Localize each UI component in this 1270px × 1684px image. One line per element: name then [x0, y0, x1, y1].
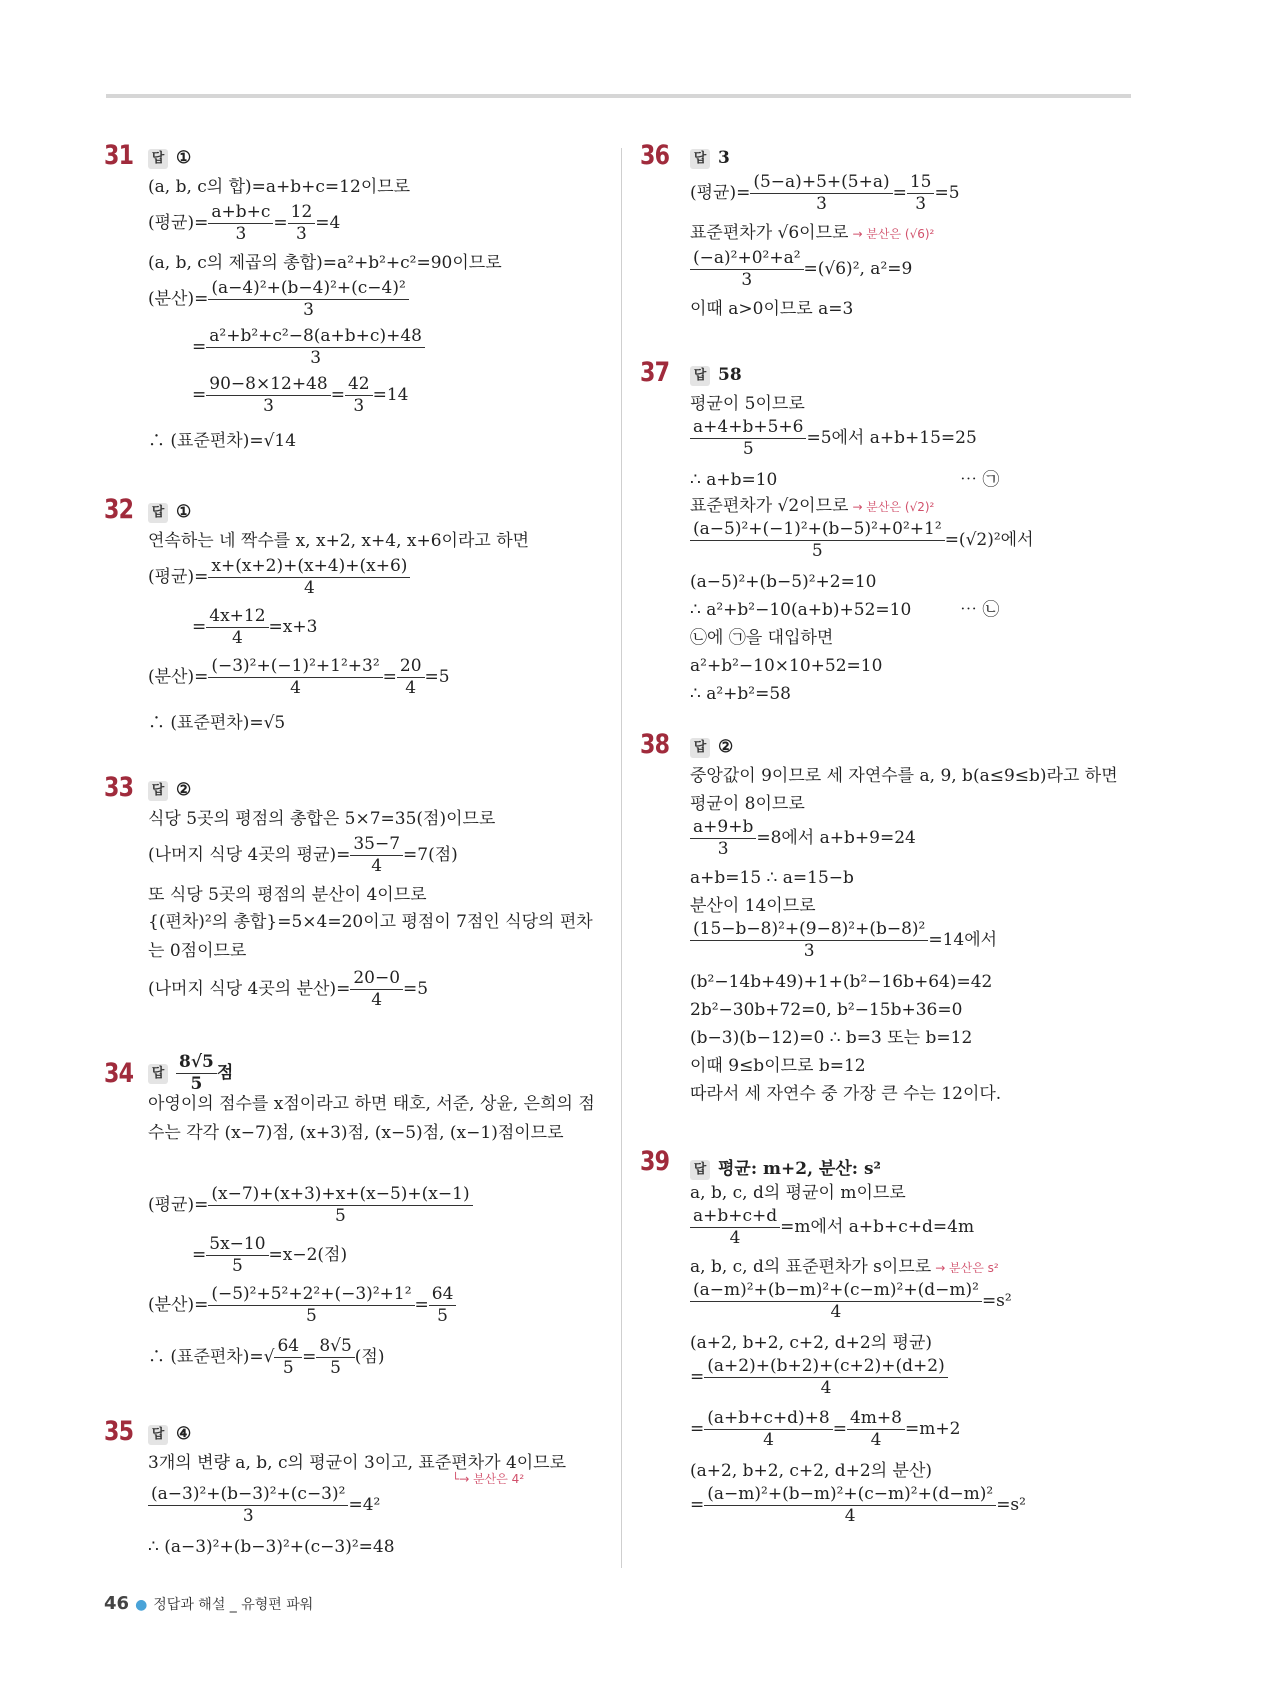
line: {(편차)²의 총합}=5×4=20이고 평점이 7점인 식당의 편차는 0점이므로 [148, 912, 593, 961]
answer-line [690, 737, 733, 758]
line: $\frac{\text{(−a)²+0²+a²}}{3}$ =(√6)², a²=9 [690, 248, 912, 291]
line: (분산)= $\frac{\text{(a−4)²+(b−4)²+(c−4)²}}{3}$ [148, 278, 409, 321]
problem-number: 32 [104, 494, 134, 525]
line: (분산)= $\frac{\text{(−5)²+5²+2²+(−3)²+1²}}{5}$ = $\frac{64}{5}$ [148, 1284, 456, 1327]
problem-number: 35 [104, 1416, 134, 1447]
answer-line [690, 1154, 881, 1180]
line: 표준편차가 √2이므로 → 분산은 (√2)² [690, 496, 935, 516]
fraction: $\frac{20-0}{4}$ [350, 968, 403, 1011]
fraction: $\frac{x+(x+2)+(x+4)+(x+6)}{4}$ [208, 556, 410, 599]
line: a, b, c, d의 표준편차가 s이므로 → 분산은 s² [690, 1257, 999, 1277]
answer-badge: 답 [148, 1425, 168, 1445]
line: ∴ a+b=10 [690, 470, 778, 490]
answer-value: ① [176, 502, 192, 522]
header-rule [106, 94, 1131, 98]
line: 분산이 14이므로 [690, 896, 816, 916]
answer-badge: 답 [148, 1064, 168, 1084]
fraction: $\frac{\text{(−5)²+5²+2²+(−3)²+1²}}{5}$ [208, 1284, 414, 1327]
line: (b²−14b+49)+1+(b²−16b+64)=42 [690, 972, 993, 992]
answer-unit: 점 [216, 1063, 234, 1083]
line: 표준편차가 √6이므로 → 분산은 (√6)² [690, 223, 935, 243]
answer-badge: 답 [690, 149, 710, 169]
answer-badge: 답 [690, 1160, 710, 1180]
problem-number: 36 [640, 140, 670, 171]
line: a+b=15 ∴ a=15−b [690, 868, 854, 888]
column-divider [621, 148, 622, 1568]
fraction: $\frac{\text{(a−m)²+(b−m)²+(c−m)²+(d−m)²}}{4}$ [704, 1484, 996, 1527]
fraction: $\frac{12}{3}$ [288, 202, 316, 245]
line: 2b²−30b+72=0, b²−15b+36=0 [690, 1000, 963, 1020]
line: 이때 9≤b이므로 b=12 [690, 1056, 866, 1076]
variance-note: → 분산은 s² [935, 1261, 999, 1275]
line: ∴ (표준편차)=√ $\frac{64}{5}$ = $\frac{8√5}{5}$ (점) [148, 1336, 385, 1378]
line: = $\frac{\text{a²+b²+c²−8(a+b+c)+48}}{3}$ [192, 326, 425, 369]
line: ∴ (a−3)²+(b−3)²+(c−3)²=48 [148, 1537, 395, 1557]
fraction: $\frac{(5-a)+5+(5+a)}{3}$ [750, 172, 892, 215]
page-number: 46 [104, 1593, 130, 1614]
fraction: $\frac{64}{5}$ [274, 1336, 302, 1379]
line: (a−5)²+(b−5)²+2=10 [690, 572, 877, 592]
line: $\frac{a+4+b+5+6}{5}$ =5에서 a+b+15=25 [690, 417, 977, 460]
fraction: $\frac{(a+2)+(b+2)+(c+2)+(d+2)}{4}$ [704, 1356, 947, 1399]
fraction: $\frac{90-8\times 12+48}{3}$ [206, 374, 330, 417]
line: = $\frac{5x-10}{5}$ =x−2(점) [192, 1234, 348, 1276]
fraction: $\frac{\text{(15−b−8)²+(9−8)²+(b−8)²}}{3}$ [690, 919, 928, 962]
line: (평균)= $\frac{a+b+c}{3}$ = $\frac{12}{3}$ =4 [148, 202, 341, 244]
problem-number: 39 [640, 1146, 670, 1177]
answer-value: 58 [718, 365, 742, 385]
line: (분산)= $\frac{\text{(−3)²+(−1)²+1²+3²}}{4}$ = $\frac{20}{4}$ =5 [148, 656, 450, 698]
answer-fraction: $\frac{8√5}{5}$ [176, 1052, 217, 1095]
problem-number: 38 [640, 729, 670, 760]
answer-line [690, 148, 730, 169]
line: = $\frac{(a+b+c+d)+8}{4}$ = $\frac{4m+8}{4}$ =m+2 [690, 1408, 961, 1450]
line: = $\frac{90-8\times 12+48}{3}$ = $\frac{42}{3}$ =14 [192, 374, 409, 416]
fraction: $\frac{35-7}{4}$ [350, 834, 403, 877]
line: 연속하는 네 짝수를 x, x+2, x+4, x+6이라고 하면 [148, 531, 530, 551]
line: (a+2, b+2, c+2, d+2의 평균) [690, 1333, 933, 1353]
fraction: $\frac{\text{(−3)²+(−1)²+1²+3²}}{4}$ [208, 656, 382, 699]
answer-badge: 답 [690, 738, 710, 758]
answer-value: 3 [718, 148, 730, 168]
variance-note: → 분산은 (√6)² [852, 227, 935, 241]
line: 따라서 세 자연수 중 가장 큰 수는 12이다. [690, 1084, 1002, 1104]
answer-value: ④ [176, 1424, 192, 1444]
line: 또 식당 5곳의 평점의 분산이 4이므로 [148, 885, 427, 905]
line: 식당 5곳의 평점의 총합은 5×7=35(점)이므로 [148, 809, 496, 829]
line: (a+2, b+2, c+2, d+2의 분산) [690, 1461, 933, 1481]
footer-text: 정답과 해설 _ 유형편 파워 [153, 1597, 314, 1613]
page-footer [104, 1593, 313, 1614]
line: 평균이 5이므로 [690, 394, 805, 414]
fraction: $\frac{\text{(−a)²+0²+a²}}{3}$ [690, 248, 804, 291]
line: ∴ a²+b²−10(a+b)+52=10 [690, 600, 912, 620]
fraction: $\frac{64}{5}$ [429, 1284, 457, 1327]
answer-badge: 답 [690, 366, 710, 386]
fraction: $\frac{8√5}{5}$ [316, 1336, 354, 1379]
line: 평균이 8이므로 [690, 794, 805, 814]
fraction: $\frac{42}{3}$ [345, 374, 373, 417]
problem-number: 33 [104, 772, 134, 803]
problem-number: 34 [104, 1058, 134, 1089]
fraction: $\frac{a+4+b+5+6}{5}$ [690, 417, 806, 460]
line: $\frac{\text{(15−b−8)²+(9−8)²+(b−8)²}}{3}$ =14에서 [690, 919, 997, 962]
line: (a, b, c의 제곱의 총합)=a²+b²+c²=90이므로 [148, 253, 502, 273]
answer-value: ① [176, 148, 192, 168]
fraction: $\frac{\text{a²+b²+c²−8(a+b+c)+48}}{3}$ [206, 326, 425, 369]
line: $\frac{a+b+c+d}{4}$ =m에서 a+b+c+d=4m [690, 1206, 974, 1249]
fraction: $\frac{a+b+c+d}{4}$ [690, 1206, 780, 1249]
answer-line [148, 502, 191, 523]
fraction: $\frac{4m+8}{4}$ [847, 1408, 905, 1451]
mark-a: ⋯ ㉠ [960, 470, 1000, 490]
line: $\frac{\text{(a−5)²+(−1)²+(b−5)²+0²+1²}}{5}$ =(√2)²에서 [690, 519, 1034, 562]
line: (a, b, c의 합)=a+b+c=12이므로 [148, 177, 411, 197]
bullet-icon: ● [135, 1597, 148, 1613]
answer-line [690, 365, 742, 386]
fraction: $\frac{a+b+c}{3}$ [208, 202, 273, 245]
variance-note: └→ 분산은 4² [452, 1472, 525, 1486]
line: ∴ (표준편차)=√14 [148, 431, 297, 451]
fraction: $\frac{a+9+b}{3}$ [690, 817, 756, 860]
fraction: $\frac{(x-7)+(x+3)+x+(x-5)+(x-1)}{5}$ [208, 1184, 472, 1227]
line: ∴ a²+b²=58 [690, 684, 791, 704]
fraction: $\frac{20}{4}$ [397, 656, 425, 699]
problem-number: 37 [640, 357, 670, 388]
answer-line [148, 1052, 233, 1095]
line: 중앙값이 9이므로 세 자연수를 a, 9, b(a≤9≤b)라고 하면 [690, 766, 1118, 786]
line: a²+b²−10×10+52=10 [690, 656, 883, 676]
mark-b: ⋯ ㉡ [960, 600, 1000, 620]
line: = $\frac{(a+2)+(b+2)+(c+2)+(d+2)}{4}$ [690, 1356, 948, 1399]
answer-line [148, 148, 191, 169]
answer-badge: 답 [148, 781, 168, 801]
line: (나머지 식당 4곳의 분산)= $\frac{20-0}{4}$ =5 [148, 968, 429, 1010]
problem-number: 31 [104, 140, 134, 171]
answer-line [148, 1424, 191, 1445]
answer-line [148, 780, 191, 801]
fraction: $\frac{\text{(a−3)²+(b−3)²+(c−3)²}}{3}$ [148, 1484, 348, 1527]
variance-note: → 분산은 (√2)² [852, 500, 935, 514]
fraction: $\frac{4x+12}{4}$ [206, 606, 268, 649]
line: (평균)= $\frac{x+(x+2)+(x+4)+(x+6)}{4}$ [148, 556, 410, 599]
fraction: $\frac{\text{(a−5)²+(−1)²+(b−5)²+0²+1²}}{5}$ [690, 519, 945, 562]
line: 아영이의 점수를 x점이라고 하면 태호, 서준, 상윤, 은희의 점수는 각각 (x−7)점, (x+3)점, (x−5)점, (x−1)점이므로 [148, 1094, 595, 1143]
fraction: $\frac{5x-10}{5}$ [206, 1234, 268, 1277]
line: $\frac{\text{(a−3)²+(b−3)²+(c−3)²}}{3}$ =4² [148, 1484, 380, 1527]
line: $\frac{a+9+b}{3}$ =8에서 a+b+9=24 [690, 817, 916, 860]
fraction: $\frac{\text{(a−4)²+(b−4)²+(c−4)²}}{3}$ [208, 278, 408, 321]
answer-badge: 답 [148, 149, 168, 169]
line: 3개의 변량 a, b, c의 평균이 3이고, 표준편차가 4이므로 [148, 1453, 567, 1473]
line: = $\frac{\text{(a−m)²+(b−m)²+(c−m)²+(d−m)²}}{4}$ =s² [690, 1484, 1026, 1526]
line: ∴ (표준편차)=√5 [148, 713, 286, 733]
answer-badge: 답 [148, 503, 168, 523]
line: a, b, c, d의 평균이 m이므로 [690, 1183, 906, 1203]
line: ㉡에 ㉠을 대입하면 [690, 628, 834, 648]
line: (평균)= $\frac{(5-a)+5+(5+a)}{3}$ = $\frac{15}{3}$ =5 [690, 172, 960, 214]
line: = $\frac{4x+12}{4}$ =x+3 [192, 606, 318, 648]
answer-value: ② [176, 780, 192, 800]
fraction: $\frac{15}{3}$ [907, 172, 935, 215]
fraction: $\frac{\text{(a−m)²+(b−m)²+(c−m)²+(d−m)²}}{4}$ [690, 1280, 982, 1323]
answer-value: ② [718, 737, 734, 757]
line: 이때 a>0이므로 a=3 [690, 299, 854, 319]
line: (나머지 식당 4곳의 평균)= $\frac{35-7}{4}$ =7(점) [148, 834, 458, 876]
line: $\frac{\text{(a−m)²+(b−m)²+(c−m)²+(d−m)²}}{4}$ =s² [690, 1280, 1012, 1323]
line: (b−3)(b−12)=0 ∴ b=3 또는 b=12 [690, 1028, 973, 1048]
answer-value: 평균: m+2, 분산: s² [718, 1159, 881, 1179]
line: (평균)= $\frac{(x-7)+(x+3)+x+(x-5)+(x-1)}{5}$ [148, 1184, 473, 1227]
fraction: $\frac{(a+b+c+d)+8}{4}$ [704, 1408, 832, 1451]
